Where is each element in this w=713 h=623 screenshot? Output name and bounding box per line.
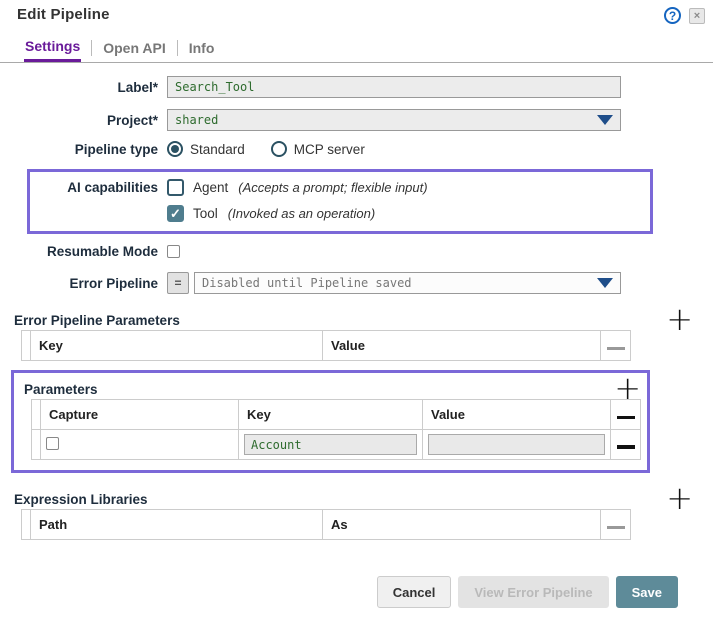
ai-capabilities-label: AI capabilities: [67, 180, 158, 195]
parameter-value-input[interactable]: [428, 434, 605, 455]
tool-checkbox[interactable]: ✓: [167, 205, 184, 222]
expression-libraries-title: Expression Libraries: [14, 492, 148, 507]
project-select-value: shared: [175, 113, 219, 127]
view-error-pipeline-button[interactable]: View Error Pipeline: [458, 576, 608, 608]
agent-hint-text: (Accepts a prompt; flexible input): [238, 180, 428, 195]
add-icon[interactable]: +: [666, 300, 693, 338]
drag-handle-column: [22, 510, 31, 540]
parameters-title: Parameters: [24, 382, 98, 397]
tool-hint-text: (Invoked as an operation): [227, 206, 376, 221]
capture-checkbox[interactable]: [46, 437, 59, 450]
tab-separator: [177, 40, 178, 56]
project-field-label: Project*: [106, 112, 158, 128]
expression-libraries-table: [21, 509, 631, 540]
label-input[interactable]: Search_Tool: [167, 76, 621, 98]
parameters-header: [24, 369, 647, 407]
error-pipeline-row: [14, 272, 699, 294]
close-icon[interactable]: ×: [689, 8, 705, 24]
save-button[interactable]: Save: [616, 576, 678, 608]
ai-capabilities-agent-row: [30, 179, 650, 196]
help-icon[interactable]: ?: [664, 7, 681, 24]
resumable-mode-checkbox[interactable]: [167, 245, 180, 258]
project-select[interactable]: [167, 109, 621, 131]
tool-checkbox-label: Tool: [193, 206, 218, 221]
agent-checkbox[interactable]: [167, 179, 184, 196]
expression-libraries-header: [14, 479, 699, 517]
ai-capabilities-tool-row: [30, 205, 650, 222]
remove-icon[interactable]: [617, 445, 635, 449]
tab-info[interactable]: Info: [188, 39, 215, 56]
expr-path-column-header: Path: [31, 510, 323, 540]
radio-mcp-server-label: MCP server: [293, 141, 365, 157]
parameters-key-column-header: Key: [239, 400, 423, 430]
error-pipeline-parameters-table: [21, 330, 631, 361]
error-pipeline-parameters-header: [14, 300, 699, 338]
label-field-row: [14, 76, 699, 98]
tab-settings[interactable]: Settings: [24, 36, 81, 62]
parameters-highlight-box: [11, 370, 650, 473]
resumable-mode-row: [14, 244, 699, 259]
radio-selected-dot: [171, 145, 179, 153]
chevron-down-icon: [597, 278, 613, 288]
radio-standard[interactable]: [167, 141, 183, 157]
parameter-key-input[interactable]: Account: [244, 434, 417, 455]
tab-separator: [91, 40, 92, 56]
error-pipeline-select-value: Disabled until Pipeline saved: [202, 276, 412, 290]
tab-open-api[interactable]: Open API: [103, 39, 166, 56]
chevron-down-icon: [597, 115, 613, 125]
drag-handle-column: [22, 331, 31, 361]
tab-bar: [24, 36, 713, 62]
expression-toggle-button[interactable]: =: [167, 272, 189, 294]
error-pipeline-label: Error Pipeline: [69, 275, 158, 291]
label-field-label: Label*: [117, 79, 158, 95]
header-icons: [664, 7, 705, 24]
drag-handle-column: [32, 400, 41, 430]
parameters-table: [31, 399, 641, 460]
drag-handle-cell[interactable]: [32, 430, 41, 460]
add-icon[interactable]: +: [666, 479, 693, 517]
settings-form: [0, 63, 713, 608]
radio-standard-label: Standard: [190, 141, 245, 157]
project-field-row: [14, 109, 699, 131]
cancel-button[interactable]: Cancel: [377, 576, 452, 608]
remove-icon[interactable]: [607, 526, 625, 529]
ai-capabilities-highlight-box: [27, 169, 653, 234]
add-icon[interactable]: +: [614, 369, 641, 407]
parameters-capture-column-header: Capture: [41, 400, 239, 430]
remove-icon[interactable]: [617, 416, 635, 419]
dialog-header: [0, 0, 713, 32]
parameter-row: [32, 430, 641, 460]
dialog-title: Edit Pipeline: [17, 6, 110, 23]
pipeline-type-row: [14, 141, 699, 157]
agent-checkbox-label: Agent: [193, 180, 229, 195]
expr-as-column-header: As: [323, 510, 601, 540]
pipeline-type-label: Pipeline type: [74, 141, 158, 157]
remove-icon[interactable]: [607, 347, 625, 350]
dialog-footer: [14, 576, 678, 608]
error-pipeline-parameters-title: Error Pipeline Parameters: [14, 313, 180, 328]
epp-key-column-header: Key: [31, 331, 323, 361]
error-pipeline-select[interactable]: [194, 272, 621, 294]
epp-value-column-header: Value: [323, 331, 601, 361]
radio-mcp-server[interactable]: [271, 141, 287, 157]
parameters-value-column-header: Value: [423, 400, 611, 430]
resumable-mode-label: Resumable Mode: [46, 244, 158, 259]
